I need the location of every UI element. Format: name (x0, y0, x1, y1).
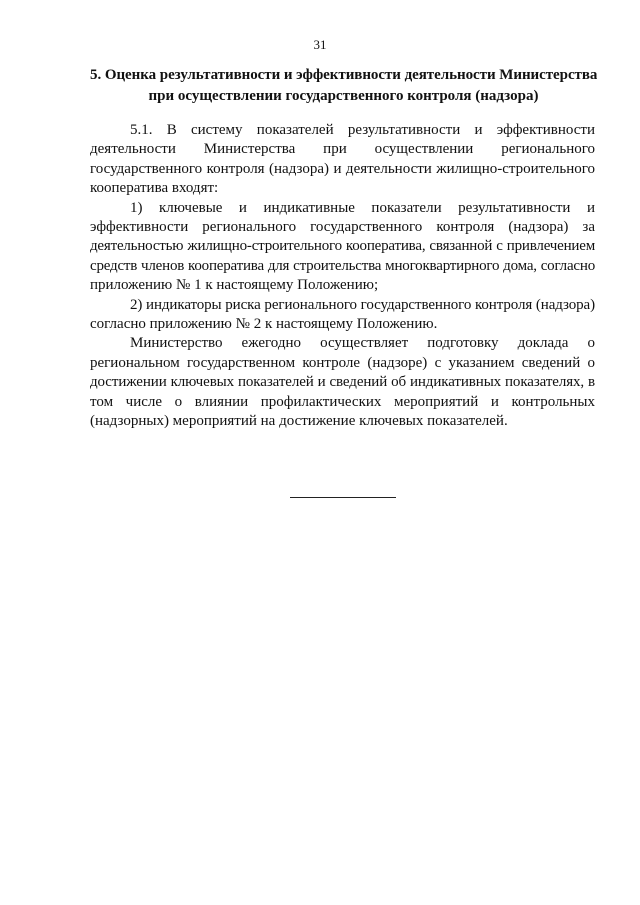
section-heading (90, 65, 597, 107)
text-line: деятельностью жилищно-строительного кооператива, связанной с привлечением (90, 238, 595, 255)
paragraph-item-2 (90, 296, 595, 335)
paragraph-item-1 (90, 199, 595, 296)
text-line: 2) индикаторы риска регионального государственного контроля (надзора) (130, 296, 595, 313)
text-line: согласно приложению № 2 к настоящему Положению. (90, 316, 438, 333)
section-body (90, 121, 595, 432)
text-line: 1) ключевые и индикативные показатели результативности и (130, 199, 595, 216)
text-line: деятельности Министерства при осуществлении регионального (90, 141, 595, 158)
paragraph-ministry-report (90, 334, 595, 431)
text-line: региональном государственном контроле (надзоре) с указанием сведений о (90, 354, 595, 371)
text-line: эффективности регионального государственного контроля (надзора) за (90, 219, 595, 236)
text-line: 5.1. В систему показателей результативности и эффективности (130, 122, 595, 138)
text-line: кооператива входят: (90, 180, 219, 197)
text-line: Министерство ежегодно осуществляет подготовку доклада о (130, 335, 595, 352)
text-line: приложению № 1 к настоящему Положению; (90, 277, 379, 294)
text-line: (надзорных) мероприятий на достижение ключевых показателей. (90, 413, 508, 430)
text-line: государственного контроля (надзора) и деятельности жилищно-строительного (90, 160, 595, 177)
end-separator-line (290, 497, 396, 498)
text-line: том числе о влиянии профилактических мероприятий и контрольных (90, 393, 595, 410)
text-line: достижении ключевых показателей и сведений об индикативных показателях, в (90, 374, 595, 391)
section-heading-line: 5. Оценка результативности и эффективности деятельности Министерства (90, 67, 597, 83)
text-line: средств членов кооператива для строительства многоквартирного дома, согласно (90, 257, 595, 274)
section-heading-line: при осуществлении государственного контроля (надзора) (148, 88, 539, 104)
page-number: 31 (313, 37, 327, 52)
paragraph-5-1 (90, 121, 595, 199)
